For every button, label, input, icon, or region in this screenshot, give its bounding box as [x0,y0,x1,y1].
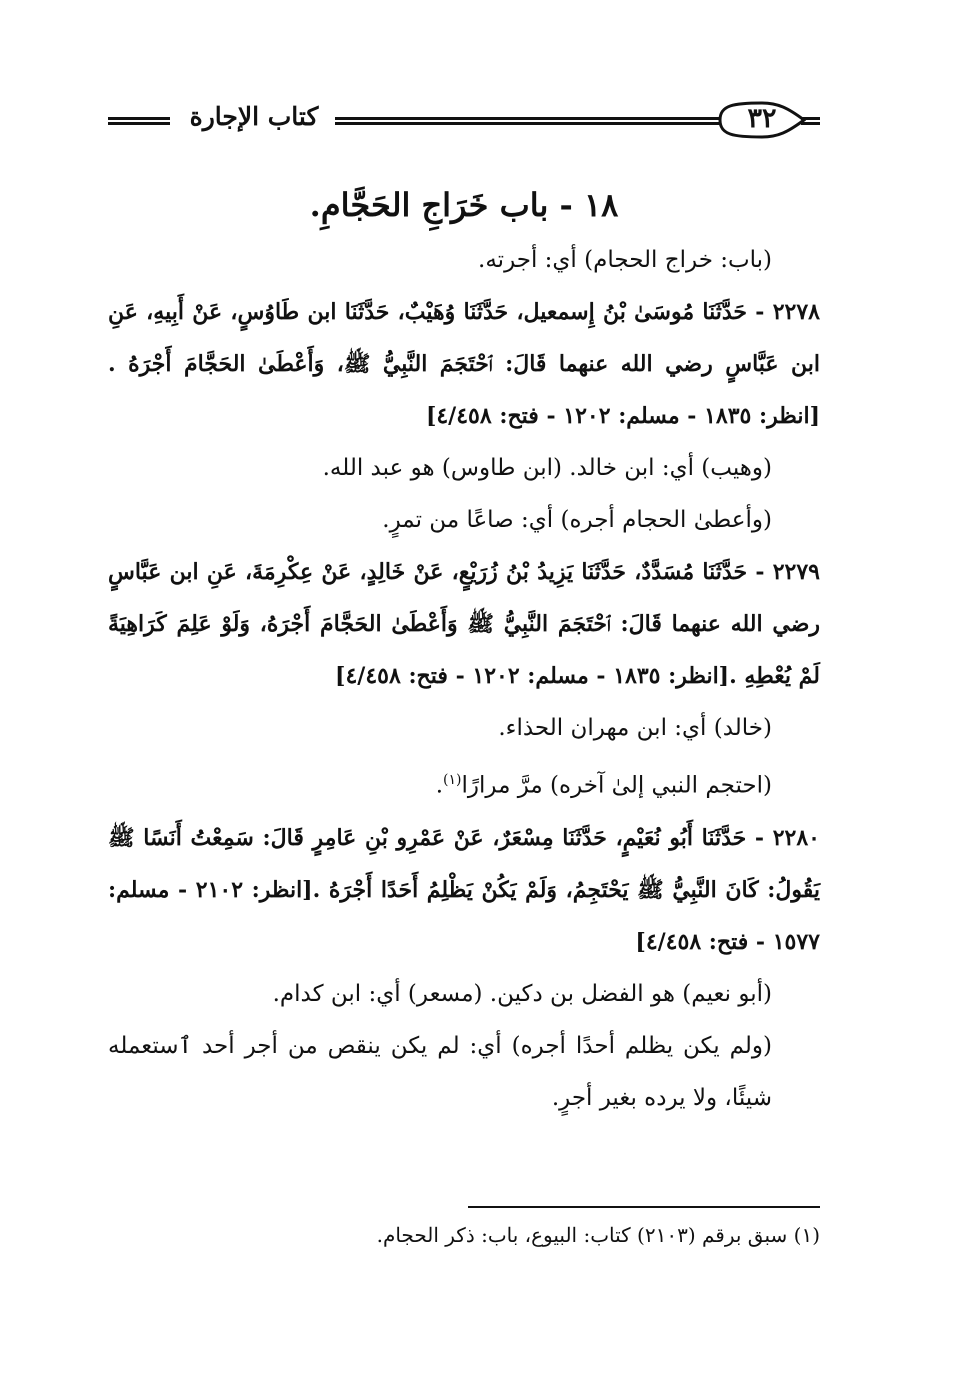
commentary-paragraph: (أبو نعيم) هو الفضل بن دكين. (مسعر) أي: ابن كدام. [272,980,772,1007]
commentary-paragraph: (احتجم النبي إلىٰ آخره) مرَّ مرارًا$^{(١)}$. [435,772,772,799]
commentary-paragraph: (خالد) أي: ابن مهران الحذاء. [498,715,772,741]
page-number: ٣٢ [747,103,777,134]
header-rule-middle [335,117,738,125]
hadith-text: ٢٢٧٩ - حَدَّثَنَا مُسَدَّدٌ، حَدَّثَنَا يَزِيدُ بْنُ زُرَيْعٍ، عَنْ خَالِدٍ، عَنْ عِكْرِمَةَ، عَنِ ابن عَبَّاسٍ رضي الله عنهما قَالَ: ٱحْتَجَمَ النَّبِيُّ ﷺ وَأَعْطَىٰ الحَجَّامَ أَجْرَهُ، وَلَوْ عَلِمَ كَرَاهِيَةً لَمْ يُعْطِهِ .[انظر: ١٨٣٥ - مسلم: ١٢٠٢ - فتح: ٤/٤٥٨] [108,559,820,689]
footnote-separator [468,1206,820,1208]
running-header [108,100,820,144]
page-number-badge [714,100,806,140]
commentary-paragraph: (ولم يكن يظلم أحدًا أجره) أي: لم يكن ينقص من أجر أحد ٱستعمله شيئًا، ولا يرده بغير أجرٍ. [108,1032,772,1111]
footnote: (١) سبق برقم (٢١٠٣) كتاب: البيوع، باب: ذكر الحجام. [376,1223,820,1247]
hadith-text: ٢٢٧٨ - حَدَّثَنَا مُوسَىٰ بْنُ إِسمعيل، حَدَّثَنَا وُهَيْبٌ، حَدَّثَنَا ابن طَاوُسٍ، عَنْ أَبِيهِ، عَنِ ابن عَبَّاسٍ رضي الله عنهما قَالَ: ٱحْتَجَمَ النَّبِيُّ ﷺ، وَأَعْطَىٰ الحَجَّامَ أَجْرَهُ .[انظر: ١٨٣٥ - مسلم: ١٢٠٢ - فتح: ٤/٤٥٨] [108,299,820,429]
commentary-paragraph: (وهيب) أي: ابن خالد. (ابن طاوس) هو عبد الله. [322,455,772,481]
page-body [108,176,820,1124]
commentary-paragraph: (باب: خراج الحجام) أي: أجرته. [478,247,772,273]
commentary-paragraph: (وأعطىٰ الحجام أجره) أي: صاعًا من تمرٍ. [382,507,772,533]
commentary-text: (احتجم النبي إلىٰ آخره) مرَّ مرارًا [461,772,772,799]
header-rule-left [108,117,170,125]
book-title: كتاب الإجارة [189,102,319,131]
header-rule-right [801,117,820,125]
chapter-title: ١٨ - باب خَرَاجِ الحَجَّامِ. [309,186,619,224]
footnote-marker: (١) [443,772,462,788]
hadith-text: ٢٢٨٠ - حَدَّثَنَا أَبُو نُعَيْمٍ، حَدَّثَنَا مِسْعَرٌ، عَنْ عَمْرِو بْنِ عَامِرٍ قَالَ: سَمِعْتُ أَنَسًا ﷺ يَقُولُ: كَانَ النَّبِيُّ ﷺ يَحْتَجِمُ، وَلَمْ يَكُنْ يَظْلِمُ أَحَدًا أَجْرَهُ .[انظر: ٢١٠٢ - مسلم: ١٥٧٧ - فتح: ٤/٤٥٨] [108,824,820,955]
